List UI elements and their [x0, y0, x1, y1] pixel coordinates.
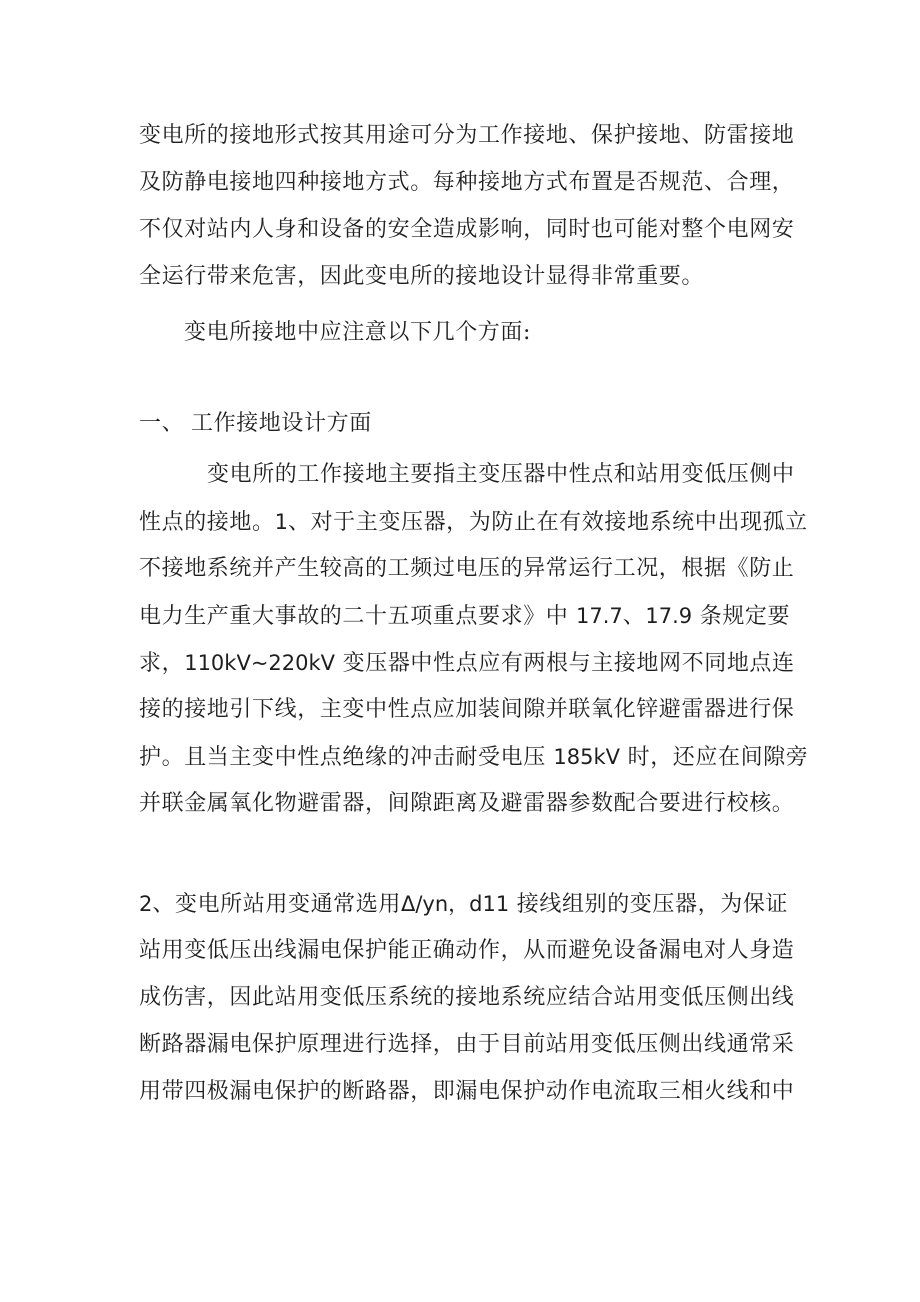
item-number: 1: [274, 510, 288, 534]
paragraph-3-line-1: 变电所的工作接地主要指主变压器中性点和站用变低压侧中: [207, 462, 795, 487]
paragraph-3-line-5: [139, 648, 795, 678]
voltage-value: 185kV: [553, 745, 621, 769]
section-1-heading: [139, 409, 779, 439]
paragraph-3-line-3: 不接地系统并产生较高的工频过电压的异常运行工况，根据《防止: [139, 556, 795, 581]
paragraph-3-line-8: 并联金属氧化物避雷器，间隙距离及避雷器参数配合要进行校核。: [139, 791, 795, 816]
paragraph-1-line-3: 不仅对站内人身和设备的安全造成影响，同时也可能对整个电网安: [139, 217, 795, 242]
paragraph-3-line-4: [139, 601, 791, 631]
paragraph-4-line-4: 断路器漏电保护原理进行选择，由于目前站用变低压侧出线通常采: [139, 1032, 795, 1057]
text-run: 、变电所站用变通常选用: [152, 892, 401, 917]
clause-number: 17.7: [576, 604, 623, 628]
clause-number: 17.9: [645, 604, 693, 628]
section-1-number: 一、: [139, 411, 185, 436]
paragraph-4-line-5: 用带四极漏电保护的断路器，即漏电保护动作电流取三相火线和中: [139, 1079, 795, 1104]
text-run: 接线组别的变压器，为保证: [509, 892, 789, 917]
paragraph-3-line-7: [139, 742, 809, 772]
paragraph-1-line-4: 全运行带来危害，因此变电所的接地设计显得非常重要。: [139, 264, 705, 289]
voltage-range: 110kV~220kV: [184, 651, 336, 675]
paragraph-1-line-1: 变电所的接地形式按其用途可分为工作接地、保护接地、防雷接地: [139, 123, 795, 148]
winding-group: Δ/yn，d11: [400, 892, 510, 916]
text-run: 变压器中性点应有两根与主接地网不同地点连: [335, 651, 795, 676]
paragraph-3-line-2: [139, 507, 808, 537]
text-run: 、: [622, 604, 646, 629]
text-run: 条规定要: [692, 604, 791, 629]
item-number: 2: [139, 892, 153, 916]
text-run: 时，还应在间隙旁: [620, 745, 809, 770]
text-run: 电力生产重大事故的二十五项重点要求》中: [139, 604, 576, 629]
paragraph-1-line-2: 及防静电接地四种接地方式。每种接地方式布置是否规范、合理，: [139, 170, 795, 195]
text-run: 求，: [139, 651, 185, 676]
paragraph-4-line-1: [139, 889, 789, 919]
text-run: 护。且当主变中性点绝缘的冲击耐受电压: [139, 745, 554, 770]
paragraph-4-line-2: 站用变低压出线漏电保护能正确动作，从而避免设备漏电对人身造: [139, 938, 795, 963]
text-run: 、对于主变压器，为防止在有效接地系统中出现孤立: [287, 510, 808, 535]
section-1-title: 工作接地设计方面: [191, 411, 372, 436]
paragraph-3-line-6: 接的接地引下线，主变中性点应加装间隙并联氧化锌避雷器进行保: [139, 697, 795, 722]
paragraph-4-line-3: 成伤害，因此站用变低压系统的接地系统应结合站用变低压侧出线: [139, 985, 795, 1010]
paragraph-2: 变电所接地中应注意以下几个方面:: [184, 320, 532, 345]
text-run: 性点的接地。: [139, 510, 275, 535]
